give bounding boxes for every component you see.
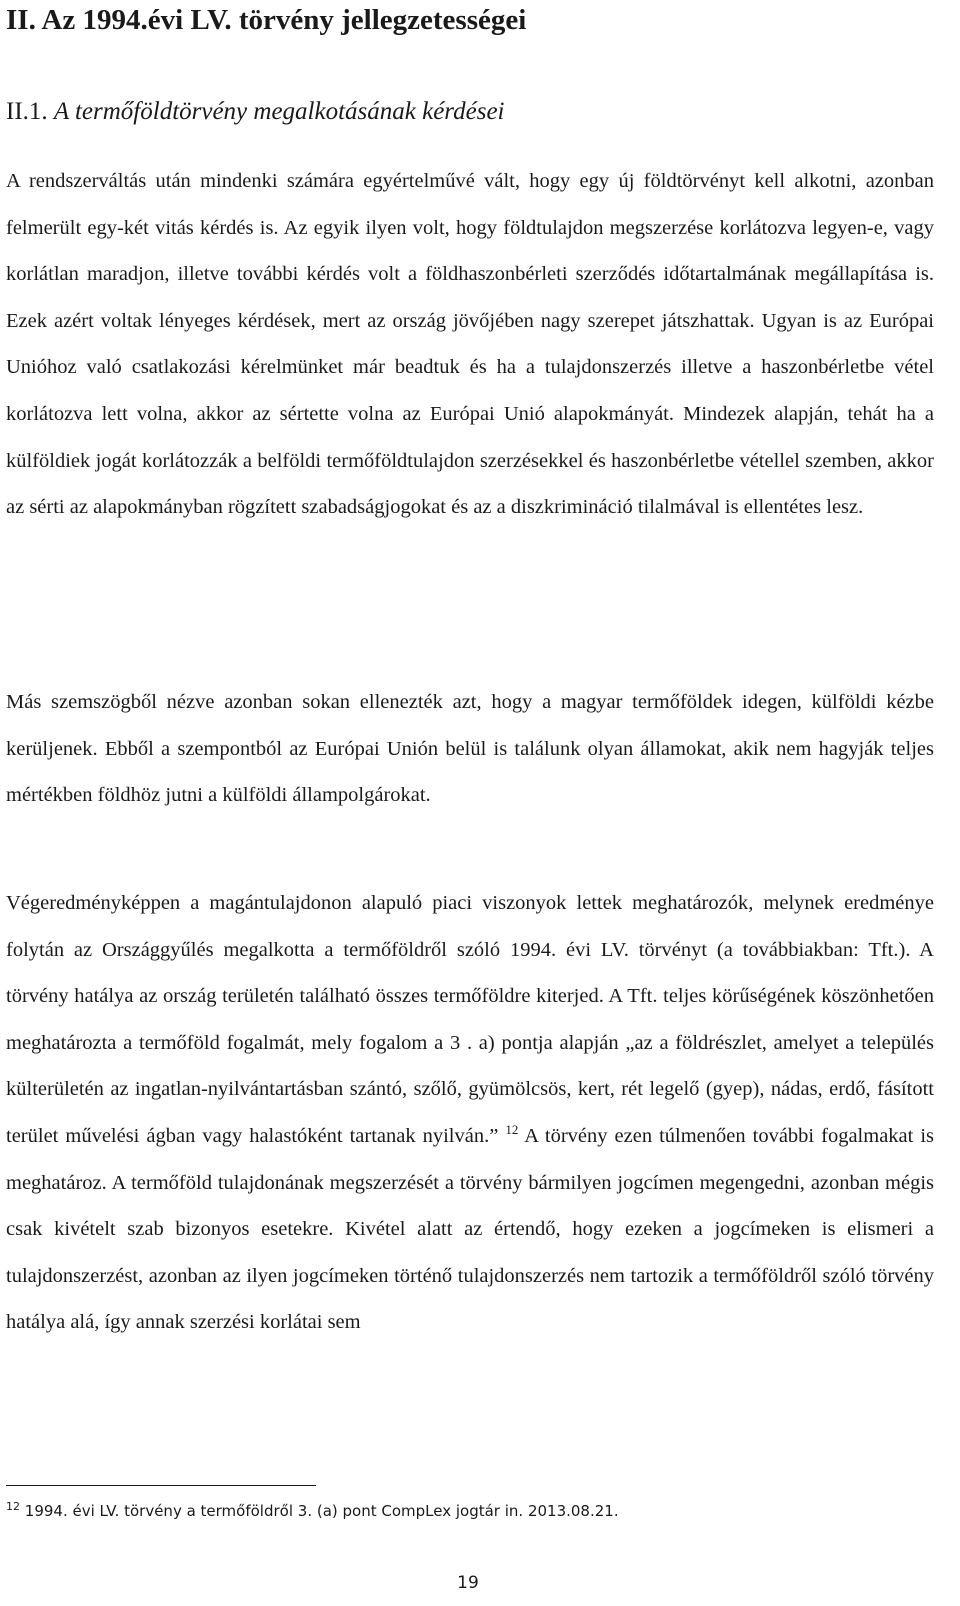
- paragraph-1: A rendszerváltás után mindenki számára egyértelművé vált, hogy egy új földtörvényt kell alkotni, azonban felmerült egy-két vitás kérdés is. Az egyik ilyen volt, hogy földtulajdon megszerzése korlátozva legyen-e, vagy korlátlan maradjon, illetve további kérdés volt a földhaszonbérleti szerződés időtartalmának megállapítása is. Ezek azért voltak lényeges kérdések, mert az ország jövőjében nagy szerepet játszhattak. Ugyan is az Európai Unióhoz való csatlakozási kérelmünket már beadtuk és ha a tulajdonszerzés illetve a haszonbérletbe vétel korlátozva lett volna, akkor az sértette volna az Európai Unió alapokmányát. Mindezek alapján, tehát ha a külföldiek jogát korlátozzák a belföldi termőföldtulajdon szerzésekkel és haszonbérletbe vétellel szemben, akkor az sérti az alapokmányban rögzített szabadságjogokat és az a diszkrimináció tilalmával is ellentétes lesz.: [6, 170, 934, 519]
- paragraph-3-text-before: Végeredményképpen a magántulajdonon alapuló piaci viszonyok lettek meghatározók, melynek eredménye folytán az Országgyűlés megalkotta a termőföldről szóló 1994. évi LV. törvényt (a továbbiakban: Tft.). A törvény hatálya az ország területén található összes termőföldre kiterjed. A Tft. teljes körűségének köszönhetően meghatározta a termőföld fogalmát, mely fogalom a 3 . a) pontja alapján „az a földrészlet, amelyet a település külterületén az ingatlan-nyilvántartásban szántó, szőlő, gyümölcsös, kert, rét legelő (gyep), nádas, erdő, fásított terület művelési ágban vagy halastóként tartanak nyilván.”: [6, 892, 934, 1147]
- chapter-heading: II. Az 1994.évi LV. törvény jellegzetességei: [6, 4, 527, 36]
- paragraph-3: [6, 880, 934, 1346]
- footnote-reference: 12: [505, 1122, 519, 1138]
- section-number: II.1.: [6, 98, 48, 125]
- paragraph-2: Más szemszögből nézve azonban sokan ellenezték azt, hogy a magyar termőföldek idegen, külföldi kézbe kerüljenek. Ebből a szempontból az Európai Unión belül is találunk olyan államokat, akik nem hagyják teljes mértékben földhöz jutni a külföldi állampolgárokat.: [6, 691, 934, 807]
- footnote-number: 12: [6, 1500, 20, 1513]
- page-number: 19: [457, 1573, 479, 1593]
- section-heading: [6, 96, 504, 128]
- section-title: A termőföldtörvény megalkotásának kérdései: [53, 98, 505, 125]
- footnote-separator: [6, 1485, 316, 1486]
- footnote-text: 1994. évi LV. törvény a termőföldről 3. (a) pont CompLex jogtár in. 2013.08.21.: [24, 1502, 619, 1520]
- footnote: [6, 1500, 619, 1522]
- paragraph-3-text-after: A törvény ezen túlmenően további fogalmakat is meghatároz. A termőföld tulajdonának megszerzését a törvény bármilyen jogcímen megengedni, azonban mégis csak kivételt szab bizonyos esetekre. Kivétel alatt az értendő, hogy ezeken a jogcímeken is elismeri a tulajdonszerzést, azonban az ilyen jogcímeken történő tulajdonszerzés nem tartozik a termőföldről szóló törvény hatálya alá, így annak szerzési korlátai sem: [6, 1124, 935, 1334]
